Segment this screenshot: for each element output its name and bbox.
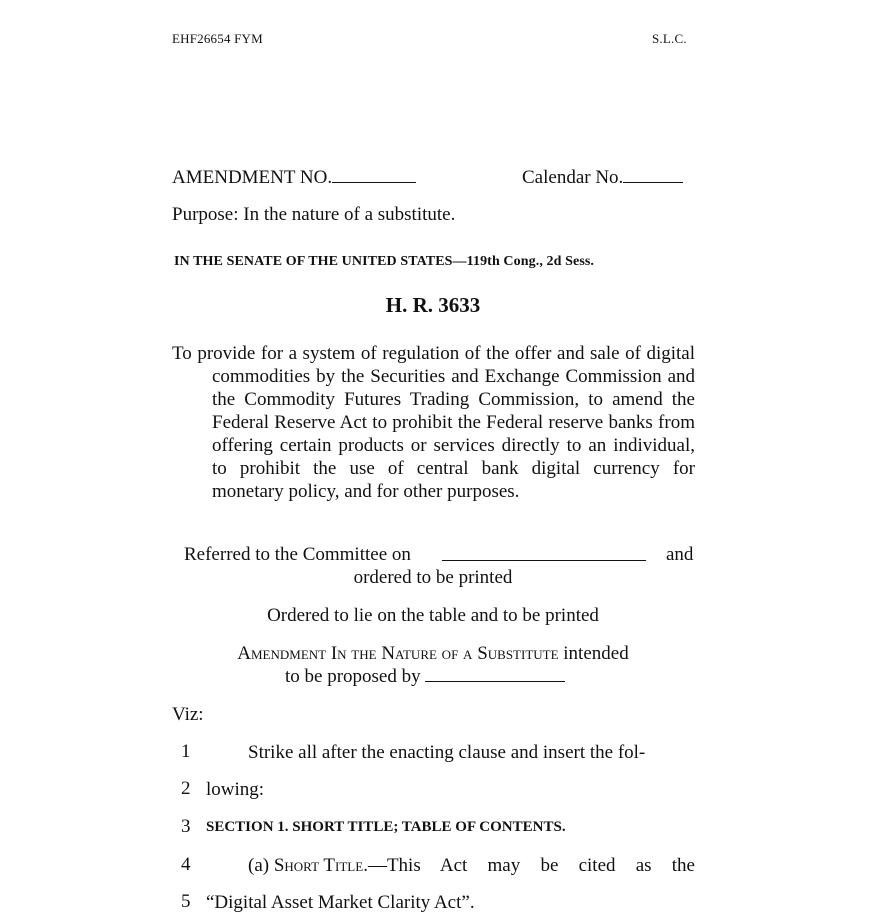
- calendar-label: Calendar No.: [522, 167, 624, 188]
- amendment-label: AMENDMENT NO.: [172, 167, 333, 188]
- line-number: 1: [181, 741, 191, 762]
- subsection-text: .—This Act may be cited as the: [363, 855, 695, 876]
- committee-blank: [442, 558, 646, 561]
- amendment-number-blank: [332, 180, 416, 183]
- amendment-number-line: [172, 166, 416, 189]
- line-text: lowing:: [206, 779, 265, 800]
- referred-line-2: ordered to be printed: [353, 567, 513, 588]
- ordered-line: Ordered to lie on the table and to be printed: [267, 605, 599, 626]
- substitute-line-1: [0, 642, 866, 665]
- line-text: Strike all after the enacting clause and insert the fol-: [248, 742, 646, 763]
- long-title-text: To provide for a system of regulation of the offer and sale of digital commodities by the Securities and Exchange Commission and the Commodity Futures Trading Commission, to amend the Federal Reserve Act to prohibit the Federal reserve banks from offering certain products or services directly to an individual, to prohibit the use of central bank digital currency for monetary policy, and for other purposes.: [172, 343, 695, 502]
- bill-long-title: [172, 342, 695, 503]
- proposed-by-label: to be proposed by: [285, 666, 421, 687]
- subsection-prefix: (a): [248, 855, 274, 876]
- referred-and: and: [666, 544, 694, 565]
- senate-session-line: IN THE SENATE OF THE UNITED STATES—119th Cong., 2d Sess.: [174, 254, 595, 269]
- bill-number: H. R. 3633: [385, 293, 481, 317]
- document-code: EHF26654 FYM: [172, 31, 263, 46]
- section-heading: SECTION 1. SHORT TITLE; TABLE OF CONTENTS.: [206, 819, 566, 835]
- calendar-number-blank: [623, 180, 683, 183]
- proposed-by-blank: [425, 679, 565, 682]
- line-number: 4: [181, 854, 191, 875]
- substitute-line-2: [285, 665, 565, 688]
- line-number: 3: [181, 816, 191, 837]
- subsection-heading: Short Title: [273, 855, 364, 876]
- line-text: [248, 854, 695, 877]
- calendar-number-line: [522, 166, 683, 189]
- substitute-smallcaps: Amendment In the Nature of a Substitute: [237, 643, 559, 664]
- line-text: “Digital Asset Market Clarity Act”.: [206, 892, 475, 913]
- slc-label: S.L.C.: [652, 31, 687, 46]
- viz-label: Viz:: [172, 704, 204, 725]
- line-number: 2: [181, 778, 191, 799]
- line-number: 5: [181, 891, 191, 912]
- referred-label: Referred to the Committee on: [184, 544, 411, 565]
- purpose-line: Purpose: In the nature of a substitute.: [172, 204, 456, 225]
- substitute-intended: intended: [558, 643, 629, 664]
- referred-line-1: [184, 543, 411, 566]
